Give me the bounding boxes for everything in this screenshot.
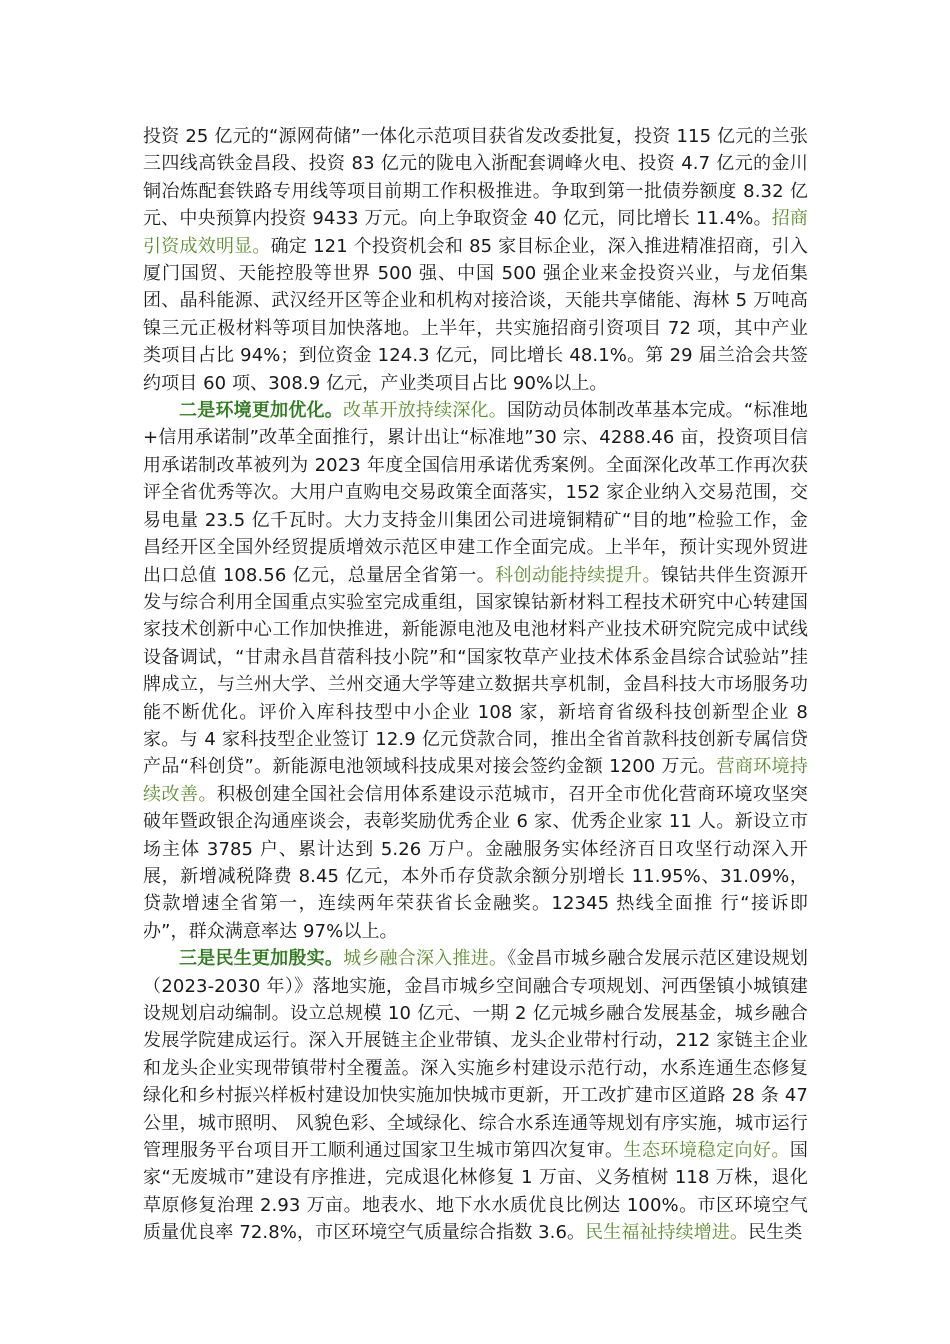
document-body <box>143 123 808 1247</box>
body-text: 民生类 <box>748 1222 803 1244</box>
section-heading: 二是环境更加优化。 <box>179 400 343 422</box>
section-subheading: 科创动能持续提升。 <box>495 564 661 586</box>
body-text: 《金昌市城乡融合发展示范区建设规划（2023-2030 年）》落地实施，金昌市城乡空间融合专项规划、河西堡镇小城镇建设规划启动编制。设立总规模 10 亿元、一期 2 亿元城乡融合发展基金，城乡融合发展学院建成运行。深入开展链主企业带镇、龙头企业带村行动，212 家链主企业和龙头企业实现带镇带村全覆盖。深入实施乡村建设示范行动，水系连通生态修复绿化和乡村振兴样板村建设加快实施加快城市更新，开工改扩建市区道路 28 条 47 公里，城市照明、 风貌色彩、全域绿化、综合水系连通等规划有序实施，城市运行管理服务平台项目开工顺利通过国家卫生城市第四次复审。 <box>143 948 808 1162</box>
section-heading: 三是民生更加殷实。 <box>179 948 344 970</box>
section-subheading: 民生福祉持续增进。 <box>585 1222 749 1244</box>
body-text: 确定 121 个投资机会和 85 家目标企业，深入推进精准招商，引入厦门国贸、天能控股等世界 500 强、中国 500 强企业来金投资兴业，与龙佰集团、晶科能源、武汉经开区等企业和机构对接洽谈，天能共享储能、海林 5 万吨高镍三元正极材料等项目加快落地。上半年，共实施招商引资项目 72 项，其中产业类项目占比 94%；到位资金 124.3 亿元，同比增长 48.1%。第 29 届兰洽会共签约项目 60 项、308.9 亿元，产业类项目占比 90%以上。 <box>143 235 809 394</box>
section-subheading: 营商环境持续改善。 <box>143 756 809 805</box>
paragraph-3 <box>143 945 808 1246</box>
section-subheading: 城乡融合深入推进。 <box>343 948 508 970</box>
paragraph-2 <box>143 397 808 945</box>
body-text: 积极创建全国社会信用体系建设示范城市，召开全市优化营商环境攻坚突破年暨政银企沟通座谈会，表彰奖励优秀企业 6 家、优秀企业家 11 人。新设立市场主体 3785 户、累计达到 5.26 万户。金融服务实体经济百日攻坚行动深入开展，新增减税降费 8.45 亿元，本外币存贷款余额分别增长 11.95%、31.09%，贷款增速全省第一，连续两年荣获省长金融奖。12345 热线全面推 行“接诉即办”，群众满意率达 97%以上。 <box>143 783 808 942</box>
body-text: 国防动员体制改革基本完成。“标准地+信用承诺制”改革全面推行，累计出让“标准地”30 宗、4288.46 亩，投资项目信用承诺制改革被列为 2023 年度全国信用承诺优秀案例。全面深化改革工作再次获评全省优秀等次。大用户直购电交易政策全面落实，152 家企业纳入交易范围，交易电量 23.5 亿千瓦时。大力支持金川集团公司进境铜精矿“目的地”检验工作，金昌经开区全国外经贸提质增效示范区申建工作全面完成。上半年，预计实现外贸进出口总值 108.56 亿元，总量居全省第一。 <box>143 400 808 586</box>
body-text: 镍钴共伴生资源开发与综合利用全国重点实验室完成重组，国家镍钴新材料工程技术研究中心转建国家技术创新中心工作加快推进，新能源电池及电池材料产业技术研究院完成中试线设备调试，“甘肃永昌苜蓿科技小院”和“国家牧草产业技术体系金昌综合试验站”挂牌成立，与兰州大学、兰州交通大学等建立数据共享机制，金昌科技大市场服务功能不断优化。评价入库科技型中小企业 108 家，新培育省级科技创新型企业 8 家。与 4 家科技型企业签订 12.9 亿元贷款合同，推出全省首款科技创新专属信贷产品“科创贷”。新能源电池领域科技成果对接会签约金额 1200 万元。 <box>143 564 808 778</box>
body-text: 国家“无废城市”建设有序推进，完成退化林修复 1 万亩、义务植树 118 万株，退化草原修复治理 2.93 万亩。地表水、地下水水质优良比例达 100%。市区环境空气质量优良率 72.8%，市区环境空气质量综合指数 3.6。 <box>143 1140 808 1244</box>
section-subheading: 招商引资成效明显。 <box>143 208 808 257</box>
section-subheading: 生态环境稳定向好。 <box>623 1140 790 1162</box>
body-text: 投资 25 亿元的“源网荷储”一体化示范项目获省发改委批复，投资 115 亿元的兰张三四线高铁金昌段、投资 83 亿元的陇电入浙配套调峰火电、投资 4.7 亿元的金川铜冶炼配套铁路专用线等项目前期工作积极推进。争取到第一批债券额度 8.32 亿元、中央预算内投资 9433 万元。向上争取资金 40 亿元，同比增长 11.4%。 <box>143 126 808 230</box>
section-subheading: 改革开放持续深化。 <box>343 400 507 422</box>
paragraph-1 <box>143 123 808 397</box>
